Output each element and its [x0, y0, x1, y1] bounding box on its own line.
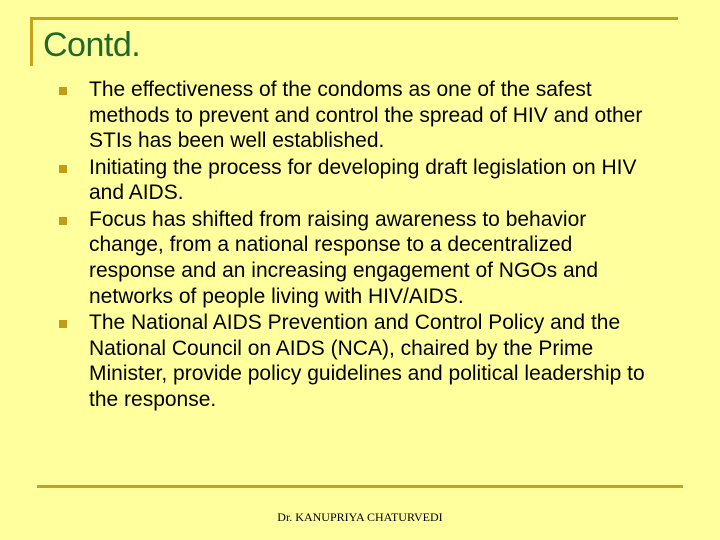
- bottom-border-line: [37, 485, 683, 488]
- bullet-text: The National AIDS Prevention and Control Policy and the National Council on AIDS (NCA), chaired by the Prime Minister, provide policy guidelines and political leadership to the response.: [89, 310, 645, 411]
- top-border-line: [30, 17, 678, 20]
- bullet-item: [56, 155, 656, 206]
- bullet-list: [56, 77, 656, 413]
- bullet-item: [56, 207, 656, 310]
- square-bullet-icon: [59, 217, 67, 225]
- square-bullet-icon: [59, 320, 67, 328]
- left-border-line: [30, 17, 33, 66]
- bullet-text: Initiating the process for developing draft legislation on HIV and AIDS.: [89, 155, 637, 205]
- slide-title: Contd.: [43, 26, 141, 64]
- bullet-text: The effectiveness of the condoms as one of the safest methods to prevent and control the spread of HIV and other STIs has been well established.: [89, 78, 643, 153]
- bullet-item: [56, 310, 656, 413]
- footer-author: Dr. KANUPRIYA CHATURVEDI: [277, 510, 443, 524]
- bullet-item: [56, 77, 656, 154]
- square-bullet-icon: [59, 165, 67, 173]
- square-bullet-icon: [59, 87, 67, 95]
- bullet-text: Focus has shifted from raising awareness to behavior change, from a national response to a decentralized response and an increasing engagement of NGOs and networks of people living with HIV/AIDS.: [89, 207, 598, 308]
